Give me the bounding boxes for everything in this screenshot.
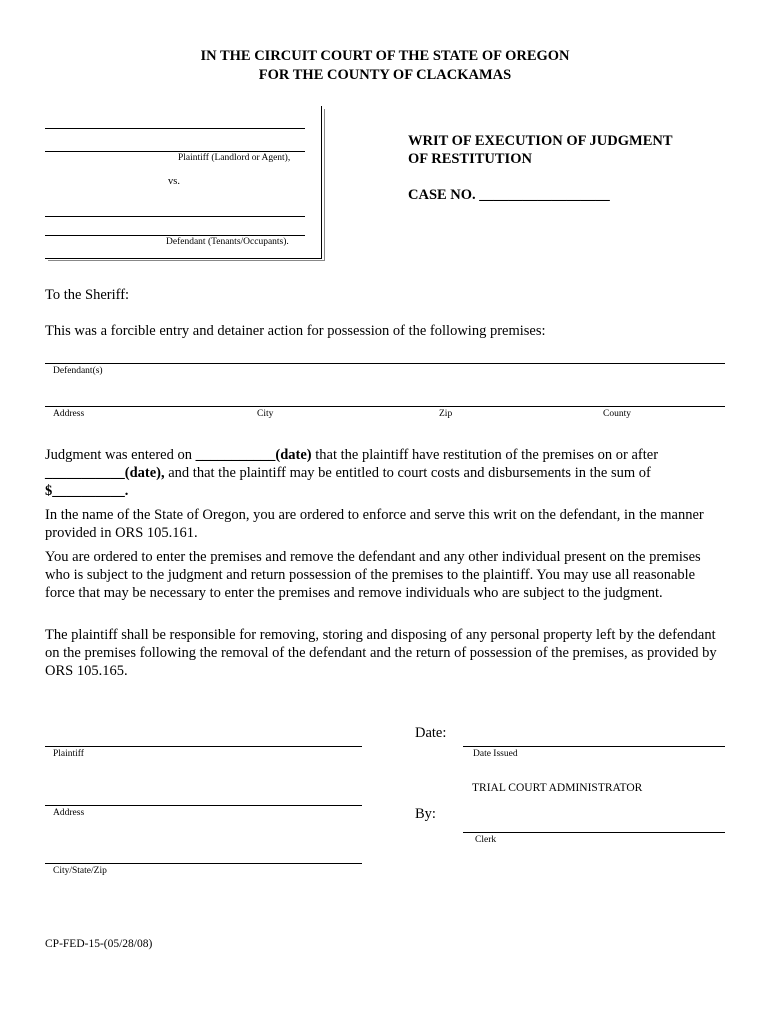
judgment-text-b: that the plaintiff have restitution of the premises on or after	[311, 447, 659, 463]
defendants-line[interactable]	[45, 363, 725, 364]
defendants-label: Defendant(s)	[53, 366, 103, 376]
versus-label: vs.	[168, 176, 180, 187]
costs-amount-blank[interactable]: __________	[52, 483, 125, 499]
order-paragraph: In the name of the State of Oregon, you are ordered to enforce and serve this writ on the defendant, in the manner provided in ORS 105.161.	[45, 507, 704, 541]
clerk-signature-line[interactable]	[463, 832, 725, 833]
clerk-label: Clerk	[475, 835, 497, 845]
plaintiff-address-line[interactable]	[45, 805, 362, 806]
caption-bottom-rule	[45, 258, 322, 259]
county-label: County	[603, 409, 631, 419]
city-state-zip-label: City/State/Zip	[53, 866, 107, 876]
date-label: Date:	[415, 725, 447, 741]
judgment-text-a: Judgment was entered on	[45, 447, 196, 463]
judgment-date-word: (date)	[275, 447, 312, 463]
judgment-paragraph	[45, 446, 725, 500]
judgment-date-blank[interactable]: ___________	[195, 447, 276, 463]
dollar-sign: $	[45, 483, 53, 499]
county-name: FOR THE COUNTY OF CLACKAMAS	[258, 67, 512, 83]
date-issued-line[interactable]	[463, 746, 725, 747]
zip-label: Zip	[439, 409, 453, 419]
defendant-label: Defendant (Tenants/Occupants).	[166, 237, 289, 247]
case-number-field[interactable]: CASE NO. __________________	[408, 187, 610, 203]
plaintiff-address-label: Address	[53, 808, 85, 818]
form-id: CP-FED-15-(05/28/08)	[45, 938, 153, 950]
plaintiff-signature-label: Plaintiff	[53, 749, 84, 759]
court-name: IN THE CIRCUIT COURT OF THE STATE OF OREGON	[200, 48, 570, 64]
to-sheriff: To the Sheriff:	[45, 287, 130, 303]
removal-paragraph: You are ordered to enter the premises and remove the defendant and any other individual present on the premises who is subject to the judgment and return possession of the premises to the plaintiff. You may use all reasonable force that may be necessary to enter the premises and remove individuals who are subject to the judgment.	[45, 549, 701, 601]
address-line[interactable]	[45, 406, 725, 407]
property-paragraph: The plaintiff shall be responsible for removing, storing and disposing of any personal property left by the defendant on the premises following the removal of the defendant and the return of possession of the premises, as provided by ORS 105.165.	[45, 627, 717, 679]
address-label: Address	[53, 409, 85, 419]
date-issued-label: Date Issued	[473, 749, 518, 759]
costs-period: .	[124, 483, 129, 499]
plaintiff-city-state-zip-line[interactable]	[45, 863, 362, 864]
caption-bottom-shadow	[48, 260, 325, 261]
caption-vertical-rule	[321, 106, 322, 258]
caption-shadow-rule	[324, 109, 325, 260]
judgment-text-c: and that the plaintiff may be entitled to court costs and disbursements in the sum of	[164, 465, 651, 481]
defendant-name-line-1[interactable]	[45, 216, 305, 217]
plaintiff-name-line-2[interactable]	[45, 151, 305, 152]
plaintiff-name-line-1[interactable]	[45, 128, 305, 129]
restitution-date-blank[interactable]: ___________	[45, 465, 125, 481]
premises-intro: This was a forcible entry and detainer action for possession of the following premises:	[45, 323, 546, 339]
city-label: City	[257, 409, 274, 419]
by-label: By:	[415, 806, 436, 822]
plaintiff-label: Plaintiff (Landlord or Agent),	[178, 153, 291, 163]
defendant-name-line-2[interactable]	[45, 235, 305, 236]
plaintiff-signature-line[interactable]	[45, 746, 362, 747]
document-title-line-2: OF RESTITUTION	[408, 151, 532, 167]
restitution-date-word: (date),	[124, 465, 165, 481]
document-title-line-1: WRIT OF EXECUTION OF JUDGMENT	[408, 133, 673, 149]
trial-court-administrator: TRIAL COURT ADMINISTRATOR	[472, 782, 643, 794]
